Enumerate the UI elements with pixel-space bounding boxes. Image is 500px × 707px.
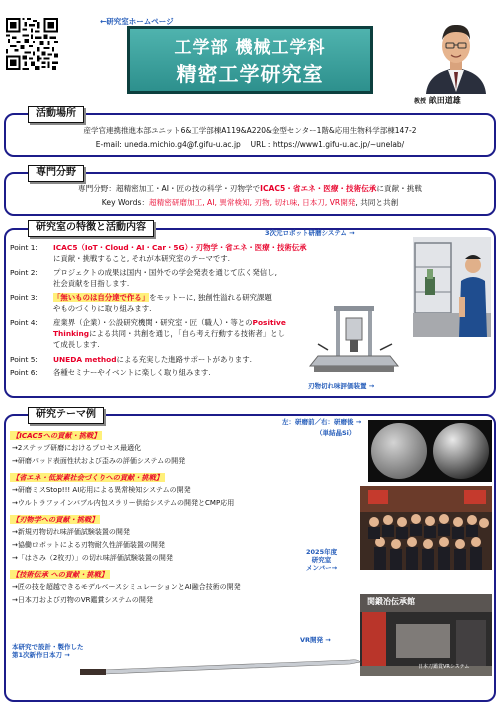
point-4-highlight-2: Thinking xyxy=(53,329,90,338)
robot-polishing-photo xyxy=(413,237,491,337)
lab-title-box xyxy=(127,26,373,94)
point-3-text-cont: やものづくりに取り組みます. xyxy=(53,304,152,313)
point-5-text: による充実した進路サポートがあります. xyxy=(116,355,252,364)
vr-system-label: 日本刀鑑賞VRシステム xyxy=(418,664,470,670)
point-2-text-cont: 社会貢献を目指します. xyxy=(53,279,130,288)
sword-caption: 本研究で設計・製作した 第1次新作日本刀 → xyxy=(12,643,84,660)
point-2 xyxy=(10,268,277,277)
professor-photo xyxy=(420,12,492,94)
point-3-highlight: 「無いものは自分達で作る」 xyxy=(53,293,150,302)
specialty-heading: 専門分野 xyxy=(28,165,84,182)
point-4-text: 産業界（企業）・公設研究機関・研究室・匠（職人）・等との xyxy=(53,318,253,327)
themes-heading: 研究テーマ例 xyxy=(28,407,104,424)
robot-caption: 3次元ロボット研磨システム → xyxy=(265,229,355,237)
point-4-text-cont: て成長します. xyxy=(53,340,100,349)
theme-item: →協働ロボットによる刃物耐久性評価装置の開発 xyxy=(12,541,165,549)
point-3 xyxy=(10,293,272,302)
professor-name xyxy=(414,96,461,106)
lab-members-photo xyxy=(360,486,492,570)
specialty-text-end: に貢献・挑戦 xyxy=(376,184,422,193)
specialty-text: 専門分野：超精密加工・AI・匠の技の科学・刃物学で xyxy=(78,184,261,193)
theme-group-title: 【刃物学への貢献・挑戦】 xyxy=(12,515,99,524)
point-1-highlight: ICAC5（IoT・Cloud・AI・Car・5G）・刃物学・省エネ・医療・技術伝承 xyxy=(53,243,307,252)
theme-item: →日本刀および刃物のVR鑑賞システムの開発 xyxy=(12,596,153,604)
cutting-evaluation-device-photo xyxy=(298,300,410,378)
homepage-link[interactable]: ←研究室ホームページ xyxy=(100,17,174,26)
polish-caption: 左：研磨前／右：研磨後 → xyxy=(282,418,362,426)
features-heading: 研究室の特徴と活動内容 xyxy=(28,220,154,237)
point-4-text-2: による共同・共創を通じ，「自ら考え行動する技術者」とし xyxy=(89,329,285,338)
keywords-line xyxy=(6,198,494,207)
point-4-cont xyxy=(10,329,285,338)
specialty-highlight: ICAC5・省エネ・医療・技術伝承 xyxy=(260,184,377,193)
lab-title: 精密工学研究室 xyxy=(176,62,324,87)
point-5 xyxy=(10,355,252,364)
point-6-label: Point 6: xyxy=(10,368,38,377)
point-5-highlight: UNEDA method xyxy=(53,355,117,364)
japanese-sword-image xyxy=(80,652,362,678)
qr-code[interactable] xyxy=(6,18,58,70)
point-5-label: Point 5: xyxy=(10,355,38,364)
point-6 xyxy=(10,368,211,377)
point-1-cont xyxy=(10,254,230,263)
vr-caption: VR開発 → xyxy=(300,636,331,644)
activity-heading: 活動場所 xyxy=(28,106,84,123)
theme-group-title: 【省エネ・低炭素社会づくりへの貢献・挑戦】 xyxy=(12,473,163,482)
point-4-highlight: Positive xyxy=(252,318,286,327)
museum-sign: 関鍛冶伝承館 xyxy=(367,597,415,606)
theme-item: →匠の技を超越できるモデルベースシミュレーションとAI融合技術の開発 xyxy=(12,583,241,591)
point-4-cont2 xyxy=(10,340,100,349)
contact-info[interactable]: E-mail: uneda.michio.g4@f.gifu-u.ac.jp URL : https://www1.gifu-u.ac.jp/~unelab/ xyxy=(95,140,405,149)
polish-caption-material: （単結晶Si） xyxy=(316,429,356,437)
keywords-label: Key Words： xyxy=(101,198,150,207)
point-2-label: Point 2: xyxy=(10,268,38,277)
theme-group-title: 【ICAC5への貢献・挑戦】 xyxy=(12,431,101,440)
members-caption: 2025年度 研究室 メンバー→ xyxy=(306,548,338,573)
point-3-label: Point 3: xyxy=(10,293,38,302)
specialty-line xyxy=(6,184,494,193)
department-title: 工学部 機械工学科 xyxy=(174,38,326,58)
activity-location: 産学官連携推進本部ユニット6&工学部棟A119&A220&金型センター1階&応用生物科学部棟147-2 xyxy=(83,126,417,135)
professor-fullname: 畝田道雄 xyxy=(428,96,461,105)
point-4 xyxy=(10,318,286,327)
device-caption: 刃物切れ味評価装置 → xyxy=(308,382,375,390)
keywords-end: , 共同と共創 xyxy=(355,198,399,207)
theme-item: →ウルトラファインバブル内包スラリー供給システムの開発とCMP応用 xyxy=(12,499,235,507)
theme-item: →「はさみ（2枚刃）」の切れ味評価試験装置の開発 xyxy=(12,554,173,562)
point-1 xyxy=(10,243,307,252)
keywords-highlight: 超精密研磨加工, AI, 異常検知, 刃物, 切れ味, 日本刀, VR開発 xyxy=(149,198,356,207)
professor-title: 教授 xyxy=(414,98,427,105)
theme-item: →研磨パッド表面性状および歪みの評価システムの開発 xyxy=(12,457,186,465)
theme-item: →2ステップ研磨におけるプロセス最適化 xyxy=(12,444,142,452)
theme-group-title: 【技術伝承 への貢献・挑戦】 xyxy=(12,570,108,579)
point-1-label: Point 1: xyxy=(10,243,38,252)
theme-item: →新規刃物切れ味評価試験装置の開発 xyxy=(12,528,130,536)
theme-item: →研磨ミスStop!!! AI応用による異常検知システムの開発 xyxy=(12,486,191,494)
point-4-label: Point 4: xyxy=(10,318,38,327)
point-1-text: に貢献・挑戦すること, それが本研究室のテーマです. xyxy=(53,254,231,263)
point-2-text: プロジェクトの成果は国内・国外での学会発表を通じて広く発信し, xyxy=(53,268,277,277)
silicon-wafer-photos xyxy=(368,420,492,482)
point-6-text: 各種セミナーやイベントに楽しく取り組みます. xyxy=(53,368,211,377)
point-3-cont xyxy=(10,304,151,313)
point-3-text: をモットーに, 独創性溢れる研究課題 xyxy=(149,293,272,302)
point-2-cont xyxy=(10,279,129,288)
